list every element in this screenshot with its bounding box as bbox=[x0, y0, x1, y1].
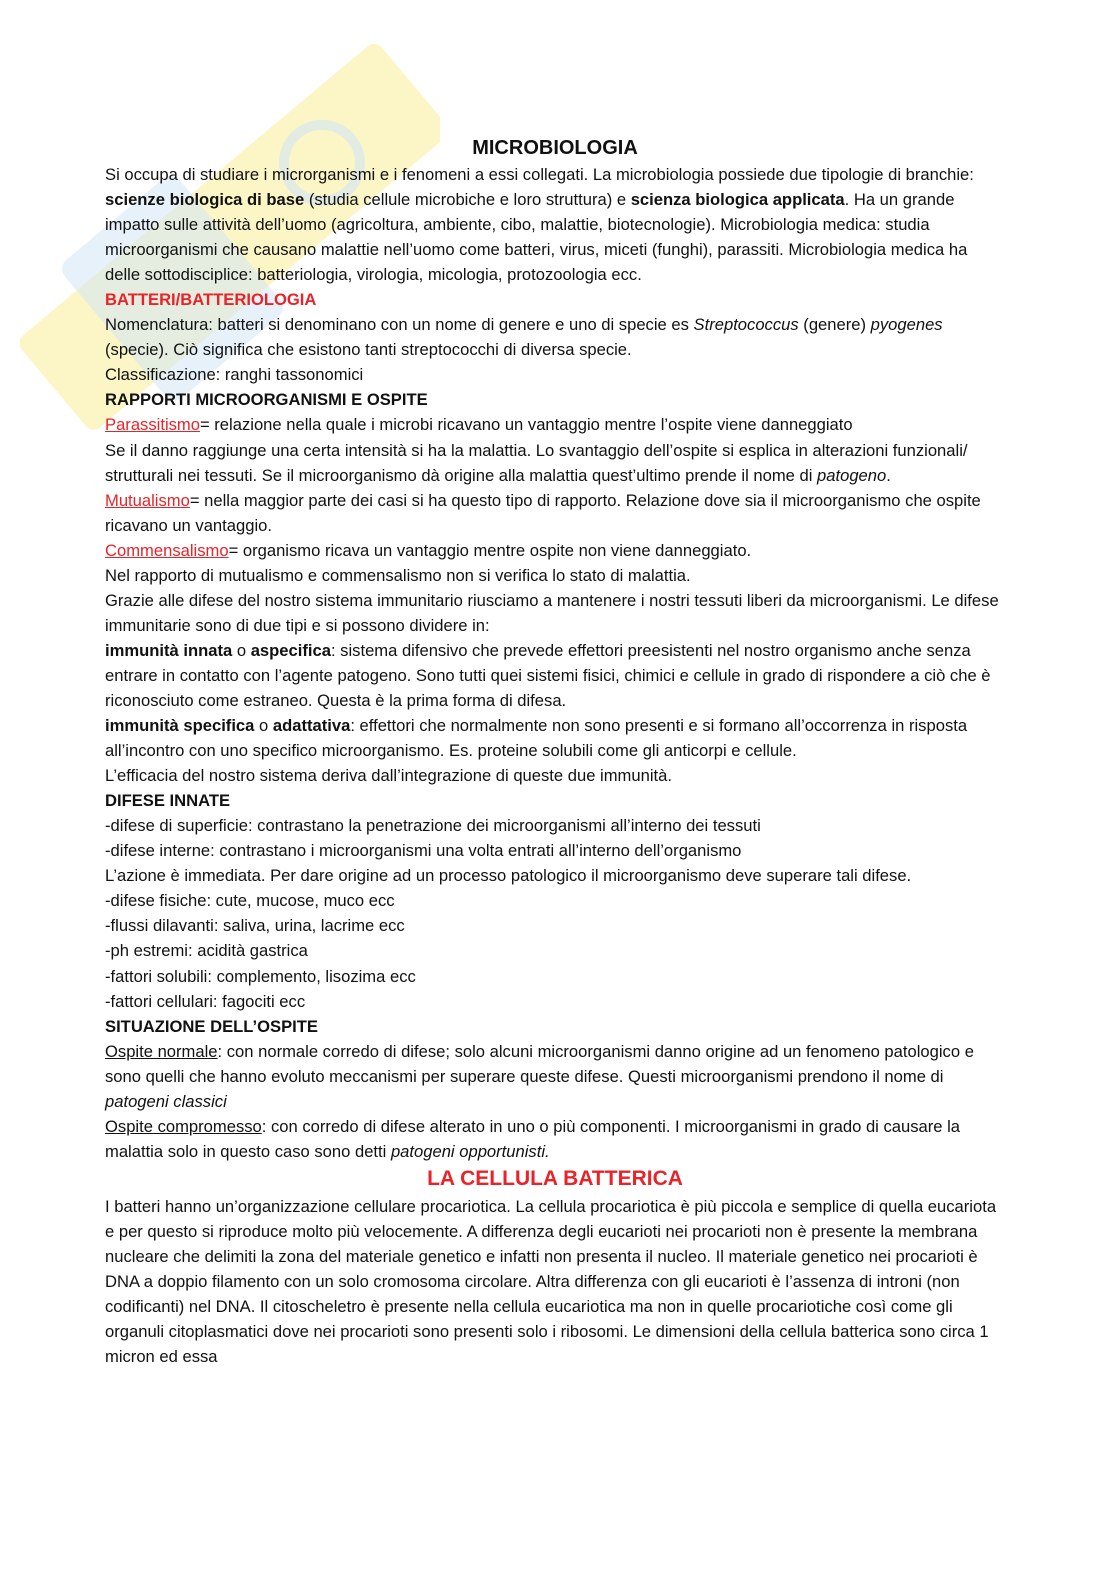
list-item: -ph estremi: acidità gastrica bbox=[105, 941, 308, 961]
document-page bbox=[105, 134, 1005, 1369]
page-title: MICROBIOLOGIA bbox=[472, 137, 638, 159]
mutualismo-paragraph: Mutualismo= nella maggior parte dei casi si ha questo tipo di rapporto. Relazione dove sia il microorganismo che ospite ricavano un vantaggio. bbox=[105, 490, 981, 535]
list-item: -difese fisiche: cute, mucose, muco ecc bbox=[105, 891, 395, 911]
azione-paragraph: L’azione è immediata. Per dare origine ad un processo patologico il microorganismo deve superare tali difese. bbox=[105, 866, 912, 886]
efficacia-line: L’efficacia del nostro sistema deriva dall’integrazione di queste due immunità. bbox=[105, 766, 672, 786]
difese-interne-line: -difese interne: contrastano i microorganismi una volta entrati all’interno dell’organismo bbox=[105, 841, 742, 861]
heading-batteri: BATTERI/BATTERIOLOGIA bbox=[105, 290, 317, 310]
danno-paragraph: Se il danno raggiunge una certa intensità si ha la malattia. Lo svantaggio dell’ospite si esplica in alterazioni funzionali/ strutturali nei tessuti. Se il microorganismo dà origine alla malattia quest’ultimo prende il nome di patogeno. bbox=[105, 440, 968, 485]
ospite-compromesso-paragraph: Ospite compromesso: con corredo di difese alterato in uno o più componenti. I microorganismi in grado di causare la malattia solo in questo caso sono detti patogeni opportunisti. bbox=[105, 1116, 961, 1161]
list-item: -flussi dilavanti: saliva, urina, lacrime ecc bbox=[105, 916, 405, 936]
nomenclatura-paragraph: Nomenclatura: batteri si denominano con un nome di genere e uno di specie es Streptococcus (genere) pyogenes (specie). Ciò significa che esistono tanti streptococchi di diversa specie. bbox=[105, 315, 943, 360]
difese-superficie-line: -difese di superficie: contrastano la penetrazione dei microorganismi all’interno dei tessuti bbox=[105, 816, 761, 836]
ospite-normale-paragraph: Ospite normale: con normale corredo di difese; solo alcuni microorganismi danno origine ad un fenomeno patologico e sono quelli che hanno evoluto meccanismi per superare queste difese. Questi microorganismi prendono il nome di patogeni classici bbox=[105, 1041, 974, 1111]
nota-line: Nel rapporto di mutualismo e commensalismo non si verifica lo stato di malattia. bbox=[105, 565, 691, 585]
parassitismo-line: Parassitismo= relazione nella quale i microbi ricavano un vantaggio mentre l’ospite viene danneggiato bbox=[105, 415, 853, 435]
term-mutualismo: Mutualismo bbox=[105, 490, 190, 510]
commensalismo-line: Commensalismo= organismo ricava un vantaggio mentre ospite non viene danneggiato. bbox=[105, 540, 752, 560]
heading-difese-innate: DIFESE INNATE bbox=[105, 791, 231, 811]
intro-paragraph: Si occupa di studiare i microrganismi e i fenomeni a essi collegati. La microbiologia possiede due tipologie di branchie: scienze biologica di base (studia cellule microbiche e loro struttura) e scienza biologica applicata. Ha un grande impatto sulle attività dell’uomo (agricoltura, ambiente, cibo, malattie, biotecnologie). Microbiologia medica: studia microorganismi che causano malattie nell’uomo come batteri, virus, miceti (funghi), parassiti. Microbiologia medica ha delle sottodisciplice: batteriologia, virologia, micologia, protozoologia ecc. bbox=[105, 165, 974, 285]
term-commensalismo: Commensalismo bbox=[105, 540, 229, 560]
list-item: -fattori cellulari: fagociti ecc bbox=[105, 991, 306, 1011]
heading-cellula-batterica: LA CELLULA BATTERICA bbox=[427, 1166, 683, 1190]
classificazione-line: Classificazione: ranghi tassonomici bbox=[105, 365, 364, 385]
term-ospite-normale: Ospite normale bbox=[105, 1041, 218, 1061]
list-item: -fattori solubili: complemento, lisozima ecc bbox=[105, 966, 416, 986]
immunita-specifica-paragraph: immunità specifica o adattativa: effettori che normalmente non sono presenti e si formano all’occorrenza in risposta all’incontro con uno specifico microorganismo. Es. proteine solubili come gli anticorpi e cellule. bbox=[105, 716, 968, 761]
difese-paragraph: Grazie alle difese del nostro sistema immunitario riusciamo a mantenere i nostri tessuti liberi da microorganismi. Le difese immunitarie sono di due tipi e si possono dividere in: bbox=[105, 590, 999, 635]
heading-rapporti: RAPPORTI MICROORGANISMI E OSPITE bbox=[105, 390, 428, 410]
heading-situazione-ospite: SITUAZIONE DELL’OSPITE bbox=[105, 1016, 318, 1036]
cellula-paragraph: I batteri hanno un’organizzazione cellulare procariotica. La cellula procariotica è più piccola e semplice di quella eucariota e per questo si riproduce molto più velocemente. A differenza degli eucarioti nei procarioti non è presente la membrana nucleare che delimiti la zona del materiale genetico e infatti non presenta il nucleo. Il materiale genetico nei procarioti è DNA a doppio filamento con un solo cromosoma circolare. Altra differenza con gli eucarioti è l’assenza di introni (non codificanti) nel DNA. Il citoscheletro è presente nella cellula eucariotica ma non in quelle procariotiche così come gli organuli citoplasmatici dove nei procarioti sono presenti solo i ribosomi. Le dimensioni della cellula batterica sono circa 1 micron ed essa bbox=[105, 1196, 997, 1367]
term-ospite-compromesso: Ospite compromesso bbox=[105, 1116, 262, 1136]
immunita-innata-paragraph: immunità innata o aspecifica: sistema difensivo che prevede effettori preesistenti nel nostro organismo anche senza entrare in contatto con l’agente patogeno. Sono tutti quei sistemi fisici, chimici e cellule in grado di rispondere a ciò che è riconosciuto come estraneo. Questa è la prima forma di difesa. bbox=[105, 640, 991, 710]
term-parassitismo: Parassitismo bbox=[105, 415, 200, 435]
